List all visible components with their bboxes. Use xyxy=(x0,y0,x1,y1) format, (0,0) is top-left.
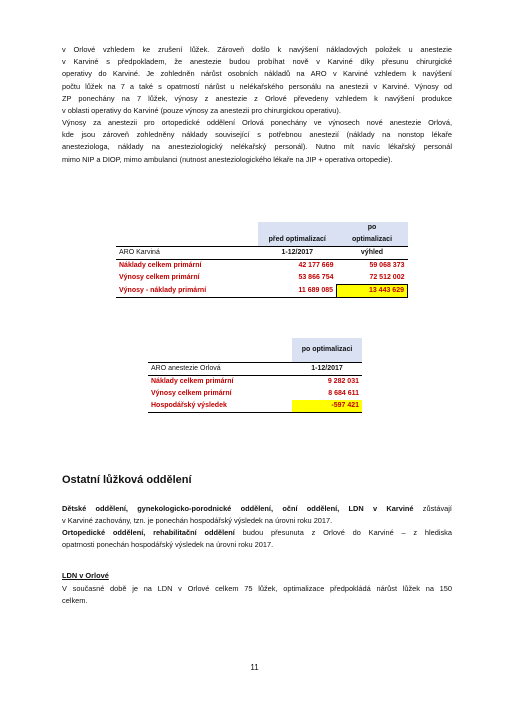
header-after: po xyxy=(337,222,408,234)
header-after: optimalizaci xyxy=(337,234,408,247)
unit-label: ARO Karviná xyxy=(116,247,258,260)
text-line: Výnosy za anestezii pro ortopedické oddělení Orlová ponechány ve výnosech nové anestezie Orlová, xyxy=(62,118,452,127)
paragraph-aro-costs xyxy=(62,44,452,117)
text-line: v Karviné s předpokladem, že anestezie budou probíhat nově v Karviné díky přesunu chirurgické xyxy=(62,57,452,67)
text-line: Dětské oddělení, gynekologicko-porodnické oddělení, oční oddělení, LDN v Karviné zůstávají xyxy=(62,504,452,513)
text-line: anesteziologa, náklady na anesteziologický nelékařský personál). Nutno mít navíc lékařský personál xyxy=(62,142,452,152)
text-line: kde jsou zároveň zohledněny náklady související s potřebnou anestezií (náklady na nonstop lékaře xyxy=(62,130,452,140)
page-number: 11 xyxy=(250,663,259,672)
table-row: Výnosy celkem primární 53 866 754 72 512 002 xyxy=(119,274,405,282)
table-header-row xyxy=(116,234,408,247)
subheading-ldn-orlova: LDN v Orlové xyxy=(62,571,109,580)
text-line: v oblasti operativy do Karviné (pouze výnosy za anestezii pro chirurgickou operativu). xyxy=(62,106,341,116)
table-row: Náklady celkem primární 42 177 669 59 068 373 xyxy=(119,262,405,269)
text-line: Ortopedické oddělení, rehabilitační oddělení budou přesunuta z Orlové do Karviné – z hlediska xyxy=(62,528,452,537)
period-before: 1-12/2017 xyxy=(258,247,337,260)
table-period-row xyxy=(148,363,362,376)
text-line: v Karviné zachovány, tzn. je ponechán hospodářský výsledek na úrovni roku 2017. xyxy=(62,516,333,526)
table-period-row xyxy=(116,247,408,260)
text-line: operativy do Karviné. Je zohledněn nárůst osobních nákladů na ARO v Karviné vzhledem k navýšení xyxy=(62,69,452,79)
section-heading: Ostatní lůžková oddělení xyxy=(62,474,192,486)
table-header-row xyxy=(116,222,408,234)
paragraph-kept-departments xyxy=(62,503,452,527)
highlighted-value: -597 421 xyxy=(292,400,362,413)
text-line: celkem. xyxy=(62,596,88,606)
unit-label: ARO anestezie Orlová xyxy=(148,363,292,376)
period: 1-12/2017 xyxy=(292,363,362,376)
paragraph-ldn xyxy=(62,583,452,607)
table-row: Výnosy celkem primární 8 684 611 xyxy=(151,390,359,397)
highlighted-value: 13 443 629 xyxy=(337,285,408,298)
header-after: po optimalizaci xyxy=(292,338,362,363)
text-line: mimo NIP a DIOP, mimo ambulanci (nutnost anesteziologického lékaře na JIP + operativa ortopedie). xyxy=(62,154,393,164)
table-header-row xyxy=(148,338,362,363)
paragraph-moved-departments xyxy=(62,527,452,551)
table-aro-karvina xyxy=(116,222,408,298)
text-line: opatrnosti ponechán hospodářský výsledek na úrovni roku 2017. xyxy=(62,540,274,550)
text-line: ZP ponechány na 7 lůžek, výnosy z anestezie z Orlové převedeny vzhledem k navýšení produkce xyxy=(62,93,452,103)
text-line: počtu lůžek na 7 a také s opatrností nárůst u nelékařského personálu na anestezii v Karviné. Výnosy od xyxy=(62,81,452,91)
paragraph-ortho-anesthesia xyxy=(62,117,452,166)
table-row: Hospodářský výsledek -597 421 xyxy=(148,400,362,413)
header-before: před optimalizací xyxy=(258,234,337,247)
text-line: v Orlové vzhledem ke zrušení lůžek. Zároveň došlo k navýšení nákladových položek u anestezie xyxy=(62,45,452,54)
table-aro-orlova xyxy=(148,338,362,413)
table-row: Náklady celkem primární 9 282 031 xyxy=(151,378,359,385)
period-after: výhled xyxy=(337,247,408,260)
table-row: Výnosy - náklady primární 11 689 085 13 443 629 xyxy=(116,285,408,298)
text-line: V současné době je na LDN v Orlové celkem 75 lůžek, optimalizace předpokládá nárůst lůžek na 150 xyxy=(62,584,452,593)
